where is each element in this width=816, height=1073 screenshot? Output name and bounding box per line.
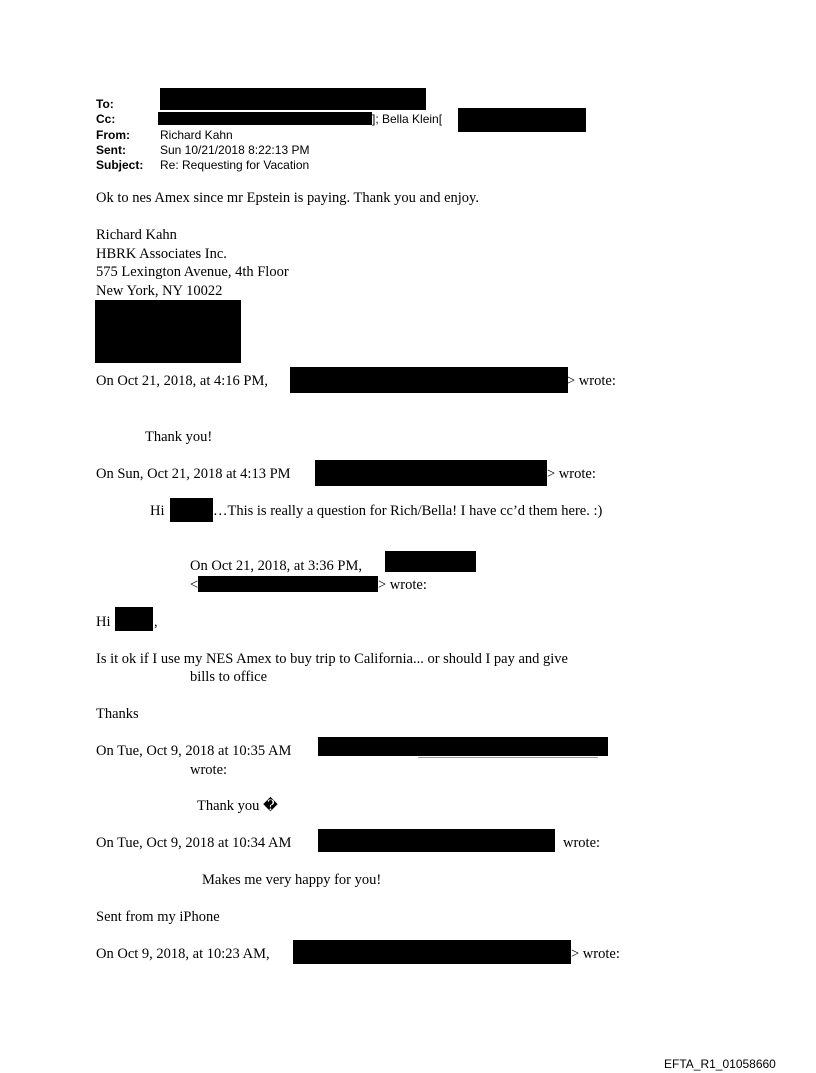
name-redaction: [115, 607, 153, 631]
signature-line: 575 Lexington Avenue, 4th Floor: [96, 264, 289, 280]
to-label: To:: [96, 97, 114, 111]
cc-label: Cc:: [96, 112, 116, 126]
quote-header: On Sun, Oct 21, 2018 at 4:13 PM: [96, 466, 291, 482]
sender-redaction: [315, 460, 547, 486]
quote-header-tail: > wrote:: [571, 946, 620, 962]
sent-from-line: Sent from my iPhone: [96, 909, 220, 925]
quote-thanks: Thanks: [96, 706, 139, 722]
signature-redaction: [95, 300, 241, 363]
email-redaction: [198, 576, 378, 592]
quote-header-tail: wrote:: [190, 762, 228, 778]
quote-header: On Oct 21, 2018, at 3:36 PM,: [190, 558, 362, 574]
quote-text: bills to office: [190, 669, 268, 685]
underline-remnant: [418, 757, 598, 758]
greeting-comma: ,: [154, 614, 158, 630]
signature-line: Richard Kahn: [96, 227, 177, 243]
sender-redaction: [290, 367, 568, 393]
sender-redaction: [318, 737, 608, 756]
from-label: From:: [96, 128, 130, 142]
quote-greeting: Hi: [150, 503, 165, 519]
sender-redaction: [318, 829, 555, 852]
quote-header: On Tue, Oct 9, 2018 at 10:34 AM: [96, 835, 292, 851]
cc-redaction-1: [158, 112, 372, 125]
to-redaction: [160, 88, 426, 110]
from-value: Richard Kahn: [160, 128, 233, 142]
quote-header-tail: > wrote:: [567, 373, 616, 389]
subject-value: Re: Requesting for Vacation: [160, 158, 310, 172]
name-redaction: [170, 498, 213, 522]
intro-text: Ok to nes Amex since mr Epstein is paying. Thank you and enjoy.: [96, 190, 479, 206]
cc-redaction-2: [458, 108, 586, 132]
subject-label: Subject:: [96, 158, 144, 172]
quote-header: On Oct 9, 2018, at 10:23 AM,: [96, 946, 270, 962]
quote-header-tail: > wrote:: [378, 577, 427, 593]
cc-value: ]; Bella Klein[: [372, 112, 443, 126]
sender-redaction: [293, 940, 571, 964]
quote-text: …This is really a question for Rich/Bella! I have cc’d them here. :): [213, 503, 603, 519]
quote-header: On Tue, Oct 9, 2018 at 10:35 AM: [96, 743, 292, 759]
sent-value: Sun 10/21/2018 8:22:13 PM: [160, 143, 310, 157]
quote-header-lt: <: [190, 577, 199, 593]
quote-text: Thank you �: [197, 798, 278, 814]
quote-text: Thank you!: [145, 429, 213, 445]
sender-redaction: [385, 551, 476, 572]
quote-header-tail: wrote:: [563, 835, 601, 851]
quote-text: Is it ok if I use my NES Amex to buy trip to California... or should I pay and give: [96, 651, 568, 667]
quote-text: Makes me very happy for you!: [202, 872, 382, 888]
quote-header-tail: > wrote:: [547, 466, 596, 482]
sent-label: Sent:: [96, 143, 126, 157]
quote-greeting: Hi: [96, 614, 111, 630]
signature-line: HBRK Associates Inc.: [96, 246, 227, 262]
signature-line: New York, NY 10022: [96, 283, 223, 299]
quote-header: On Oct 21, 2018, at 4:16 PM,: [96, 373, 268, 389]
document-id: EFTA_R1_01058660: [664, 1057, 776, 1071]
